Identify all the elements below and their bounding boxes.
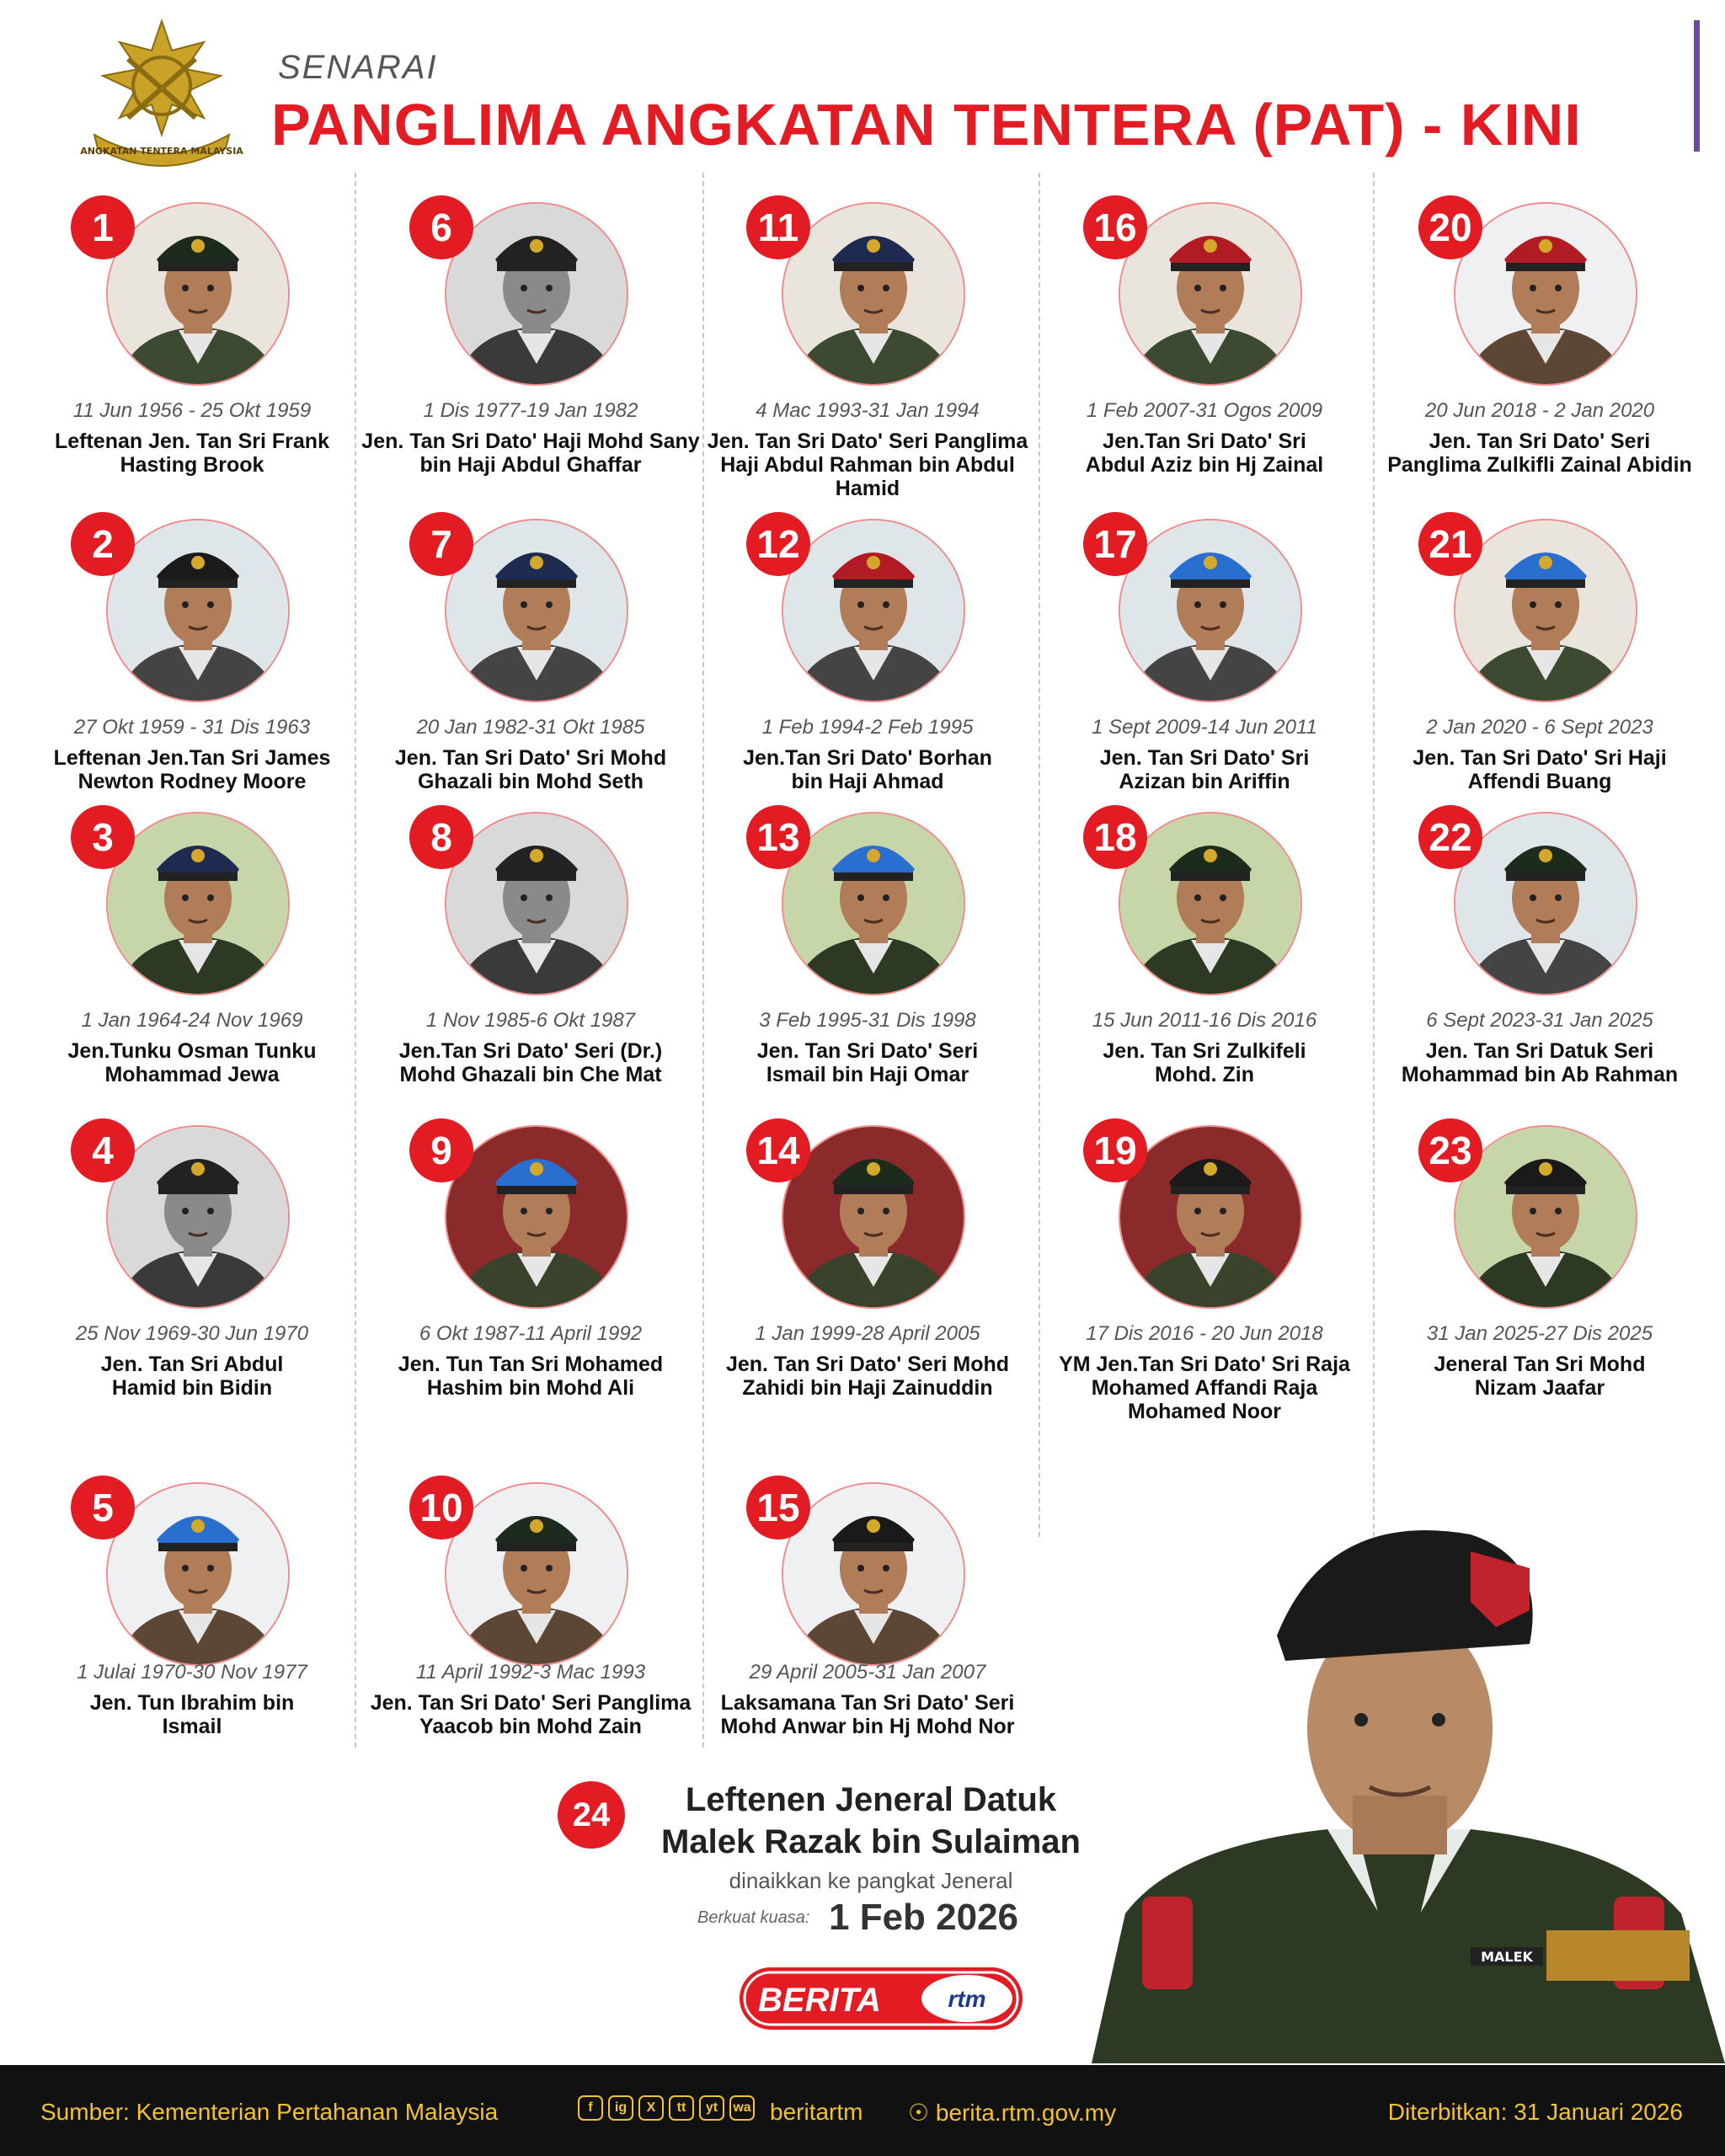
commander-name <box>691 746 1044 793</box>
commander-number-badge: 8 <box>409 805 473 869</box>
commander-name <box>15 1691 369 1738</box>
commander-name-line: Jen. Tan Sri Dato' Sri Haji <box>1413 746 1667 770</box>
commander-name <box>354 746 708 793</box>
commander-number-badge: 19 <box>1083 1118 1147 1182</box>
commander-term-dates: 1 Feb 2007-31 Ogos 2009 <box>1086 399 1323 422</box>
name-tag: MALEK <box>1481 1949 1533 1965</box>
commander-number-badge: 22 <box>1418 805 1482 869</box>
globe-icon: ☉ <box>908 2100 930 2126</box>
commander-name-line: Panglima Zulkifli Zainal Abidin <box>1387 453 1692 477</box>
commander-name-line: Hamid bin Bidin <box>111 1376 273 1400</box>
commander-name-line: Laksamana Tan Sri Dato' Seri <box>720 1691 1015 1715</box>
commander-term-dates: 4 Mac 1993-31 Jan 1994 <box>756 399 980 422</box>
commander-name-line: Mohamed Noor <box>1128 1400 1281 1423</box>
youtube-icon[interactable]: yt <box>699 2095 724 2121</box>
commander-name <box>1363 430 1717 477</box>
commander-term-dates: 25 Nov 1969-30 Jun 1970 <box>75 1322 309 1345</box>
commander-name-line: Jen. Tan Sri Dato' Seri <box>1429 430 1651 453</box>
commander-name-line: Hamid <box>835 477 900 500</box>
whatsapp-icon[interactable]: wa <box>729 2095 755 2121</box>
commander-number-badge: 5 <box>71 1476 135 1540</box>
facebook-icon[interactable]: f <box>578 2095 603 2121</box>
effective-date: 1 Feb 2026 <box>829 1897 1019 1938</box>
commander-name-line: Haji Abdul Rahman bin Abdul <box>720 453 1015 477</box>
commander-name-line: Jen. Tan Sri Zulkifeli <box>1103 1039 1306 1063</box>
tiktok-icon[interactable]: tt <box>669 2095 694 2121</box>
commander-term-dates: 29 April 2005-31 Jan 2007 <box>749 1661 986 1684</box>
commander-number-badge: 17 <box>1083 512 1147 576</box>
commander-term-dates: 3 Feb 1995-31 Dis 1998 <box>759 1009 976 1032</box>
commander-term-dates: 1 Jan 1999-28 April 2005 <box>755 1322 980 1345</box>
commander-term-dates: 1 Julai 1970-30 Nov 1977 <box>77 1661 307 1684</box>
featured-name-line1: Leftenen Jeneral Datuk <box>685 1781 1057 1818</box>
commander-name-line: Jen. Tan Sri Abdul <box>100 1353 284 1376</box>
commander-term-dates: 15 Jun 2011-16 Dis 2016 <box>1092 1009 1317 1032</box>
commander-name-line: Ghazali bin Mohd Seth <box>417 770 644 793</box>
commander-number-badge: 6 <box>409 195 473 259</box>
commander-name <box>354 1039 708 1086</box>
commander-term-dates: 1 Jan 1964-24 Nov 1969 <box>81 1009 303 1032</box>
footer-website-text[interactable]: berita.rtm.gov.my <box>935 2100 1117 2126</box>
commander-number-badge: 14 <box>746 1118 810 1182</box>
commander-number-badge: 4 <box>71 1118 135 1182</box>
commander-name-line: Ismail <box>162 1715 222 1738</box>
commander-name-line: Hashim bin Mohd Ali <box>426 1376 635 1400</box>
commander-term-dates: 20 Jan 1982-31 Okt 1985 <box>416 716 645 739</box>
commander-term-dates: 27 Okt 1959 - 31 Dis 1963 <box>73 716 311 739</box>
commander-name-line: bin Haji Abdul Ghaffar <box>419 453 642 477</box>
commander-name <box>15 1039 369 1086</box>
commander-number-badge: 23 <box>1418 1118 1482 1182</box>
commander-name <box>15 1353 369 1400</box>
x-icon[interactable]: X <box>638 2095 664 2121</box>
commander-number-badge: 3 <box>71 805 135 869</box>
commander-name <box>1363 1039 1717 1086</box>
commander-name-line: Jen. Tan Sri Dato' Sri <box>1099 746 1310 770</box>
commander-name <box>691 430 1044 500</box>
page-title: PANGLIMA ANGKATAN TENTERA (PAT) - KINI <box>271 92 1582 157</box>
commander-number-badge: 2 <box>71 512 135 576</box>
commander-term-dates: 20 Jun 2018 - 2 Jan 2020 <box>1424 399 1655 422</box>
logo-badge: rtm <box>948 1986 986 2012</box>
commander-name-line: YM Jen.Tan Sri Dato' Sri Raja <box>1059 1353 1350 1376</box>
emblem-text: ANGKATAN TENTERA MALAYSIA <box>80 146 243 157</box>
commander-name <box>354 1691 708 1738</box>
commander-name <box>691 1353 1044 1400</box>
commander-number-badge: 9 <box>409 1118 473 1182</box>
header <box>0 0 1725 168</box>
featured-portrait <box>1075 1476 1725 2063</box>
commander-term-dates: 2 Jan 2020 - 6 Sept 2023 <box>1426 716 1653 739</box>
commander-name-line: Jen.Tunku Osman Tunku <box>67 1039 317 1063</box>
commander-name-line: Jeneral Tan Sri Mohd <box>1434 1353 1646 1376</box>
commander-name-line: Leftenan Jen. Tan Sri Frank <box>54 430 329 453</box>
commander-term-dates: 17 Dis 2016 - 20 Jun 2018 <box>1086 1322 1323 1345</box>
featured-subtitle: dinaikkan ke pangkat Jeneral <box>729 1868 1013 1893</box>
commander-name-line: Jen. Tan Sri Dato' Haji Mohd Sany <box>361 430 700 453</box>
footer-source: Sumber: Kementerian Pertahanan Malaysia <box>40 2099 499 2125</box>
commander-number-badge: 1 <box>71 195 135 259</box>
commander-name-line: Jen. Tun Tan Sri Mohamed <box>398 1353 664 1376</box>
commander-name <box>1028 746 1381 793</box>
commander-number-badge: 12 <box>746 512 810 576</box>
commander-name-line: Jen.Tan Sri Dato' Sri <box>1103 430 1306 453</box>
commander-term-dates: 1 Feb 1994-2 Feb 1995 <box>761 716 974 739</box>
atm-emblem-icon <box>77 17 246 168</box>
footer <box>0 2065 1725 2156</box>
commander-term-dates: 6 Sept 2023-31 Jan 2025 <box>1426 1009 1653 1032</box>
commander-name-line: Leftenan Jen.Tan Sri James <box>53 746 331 770</box>
commander-name <box>1363 1353 1717 1400</box>
commander-name-line: Azizan bin Ariffin <box>1119 770 1290 793</box>
commander-name <box>354 430 708 477</box>
commander-number-badge: 10 <box>409 1476 473 1540</box>
commander-name-line: Jen.Tan Sri Dato' Seri (Dr.) <box>398 1039 663 1063</box>
commander-name <box>1363 746 1717 793</box>
commander-name <box>354 1353 708 1400</box>
commander-name-line: Zahidi bin Haji Zainuddin <box>742 1376 993 1400</box>
commander-name-line: Ismail bin Haji Omar <box>766 1063 969 1086</box>
footer-social-handle[interactable]: beritartm <box>770 2099 863 2125</box>
commander-number-badge: 18 <box>1083 805 1147 869</box>
footer-published: Diterbitkan: 31 Januari 2026 <box>1387 2099 1683 2125</box>
commander-name-line: Mohd Ghazali bin Che Mat <box>399 1063 662 1086</box>
commander-name-line: bin Haji Ahmad <box>791 770 944 793</box>
commander-number-badge: 16 <box>1083 195 1147 259</box>
commander-name <box>15 746 369 793</box>
commander-name-line: Jen. Tan Sri Dato' Seri Panglima <box>370 1691 692 1715</box>
commander-name <box>1028 1039 1381 1086</box>
commander-name <box>1028 430 1381 477</box>
commander-name-line: Jen. Tan Sri Dato' Seri Mohd <box>725 1353 1010 1376</box>
commander-term-dates: 1 Dis 1977-19 Jan 1982 <box>423 399 638 422</box>
commander-term-dates: 11 April 1992-3 Mac 1993 <box>415 1661 646 1684</box>
commander-number-badge: 20 <box>1418 195 1482 259</box>
commander-number-badge: 21 <box>1418 512 1482 576</box>
commander-name-line: Mohammad bin Ab Rahman <box>1401 1063 1679 1086</box>
footer-website[interactable] <box>908 2099 1116 2127</box>
commander-name-line: Mohd Anwar bin Hj Mohd Nor <box>720 1715 1015 1738</box>
commander-term-dates: 1 Nov 1985-6 Okt 1987 <box>425 1009 636 1032</box>
commander-name-line: Mohammad Jewa <box>104 1063 280 1086</box>
commander-name-line: Abdul Aziz bin Hj Zainal <box>1085 453 1324 477</box>
commander-name-line: Jen. Tan Sri Dato' Sri Mohd <box>394 746 667 770</box>
commander-term-dates: 6 Okt 1987-11 April 1992 <box>419 1322 643 1345</box>
social-icons <box>578 2095 755 2121</box>
commander-name <box>691 1039 1044 1086</box>
featured-name <box>627 1779 1115 1863</box>
header-label: SENARAI <box>278 49 438 86</box>
commander-name-line: Jen.Tan Sri Dato' Borhan <box>743 746 992 770</box>
commander-term-dates: 31 Jan 2025-27 Dis 2025 <box>1426 1322 1653 1345</box>
commander-name-line: Nizam Jaafar <box>1474 1376 1605 1400</box>
logo-word: BERITA <box>758 1982 881 2019</box>
commander-name <box>1028 1353 1381 1423</box>
instagram-icon[interactable]: ig <box>608 2095 633 2121</box>
commander-name-line: Jen. Tan Sri Dato' Seri Panglima <box>707 430 1028 453</box>
commander-name <box>691 1691 1044 1738</box>
commander-number-badge: 13 <box>746 805 810 869</box>
accent-bar <box>1694 20 1700 152</box>
commander-number-badge: 7 <box>409 512 473 576</box>
commander-name-line: Mohamed Affandi Raja <box>1091 1376 1318 1400</box>
commander-name <box>15 430 369 477</box>
commander-name-line: Jen. Tan Sri Datuk Seri <box>1425 1039 1654 1063</box>
commander-name-line: Affendi Buang <box>1467 770 1612 793</box>
commander-number-badge: 15 <box>746 1476 810 1540</box>
commander-term-dates: 11 Jun 1956 - 25 Okt 1959 <box>72 399 312 422</box>
featured-name-line2: Malek Razak bin Sulaiman <box>661 1823 1081 1860</box>
commander-name-line: Mohd. Zin <box>1154 1063 1255 1086</box>
commander-name-line: Yaacob bin Mohd Zain <box>419 1715 642 1738</box>
commander-name-line: Jen. Tan Sri Dato' Seri <box>756 1039 979 1063</box>
effective-label: Berkuat kuasa: <box>697 1908 810 1927</box>
commander-name-line: Jen. Tun Ibrahim bin <box>89 1691 295 1715</box>
featured-number-badge: 24 <box>558 1781 625 1849</box>
commander-name-line: Newton Rodney Moore <box>77 770 307 793</box>
commander-term-dates: 1 Sept 2009-14 Jun 2011 <box>1092 716 1317 739</box>
commander-name-line: Hasting Brook <box>120 453 264 477</box>
berita-rtm-logo <box>738 1961 1024 2036</box>
commander-number-badge: 11 <box>746 195 810 259</box>
